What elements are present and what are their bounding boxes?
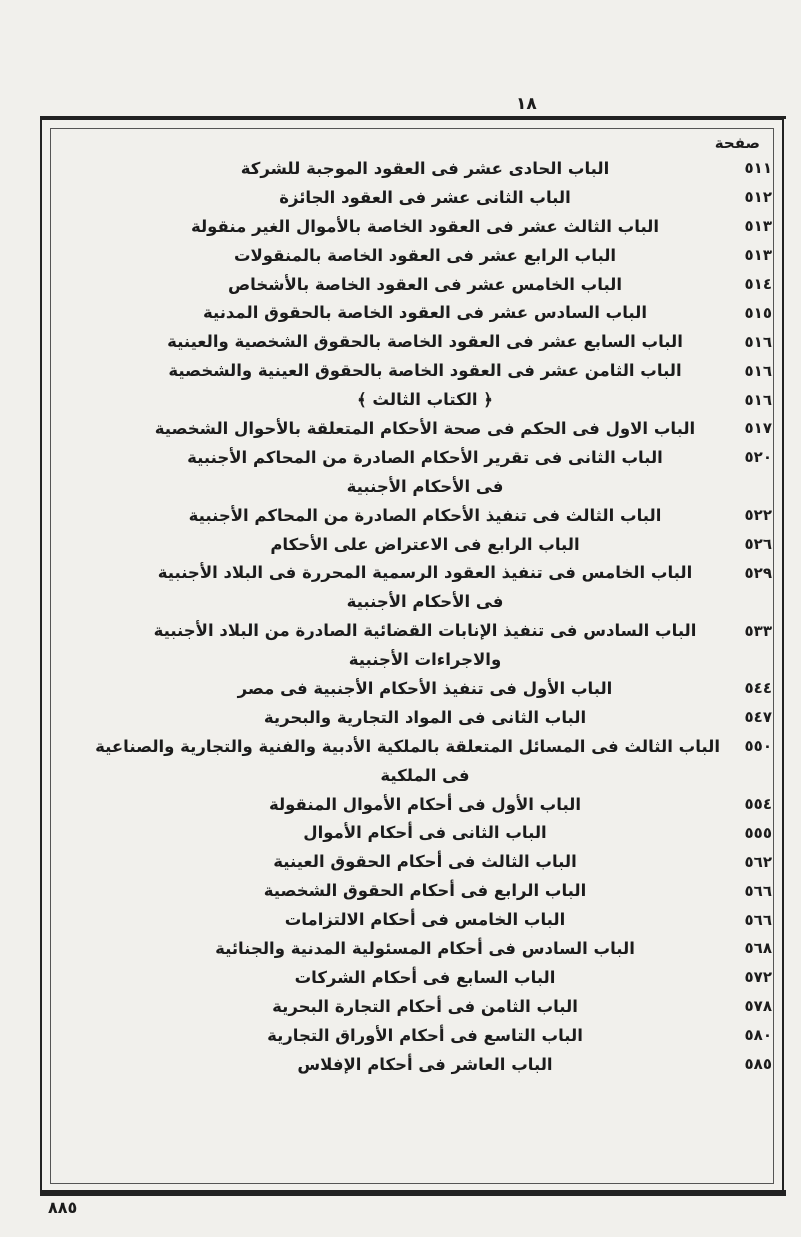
- toc-entry-text: الباب الثالث عشر فى العقود الخاصة بالأموال الغير منقولة: [190, 216, 660, 236]
- toc-page-number: ٥١٦: [744, 361, 772, 380]
- toc-page-number: ٥٢٠: [744, 448, 772, 467]
- toc-page-number: ٥١٦: [744, 390, 772, 409]
- toc-page-number: ٥٨٠: [744, 1026, 772, 1045]
- toc-page-number: ٥٧٨: [744, 997, 772, 1016]
- toc-row: [60, 212, 772, 241]
- toc-page-number: ٥٥٠: [744, 737, 772, 756]
- toc-row: [60, 587, 772, 616]
- page-number: ١٨: [516, 94, 537, 114]
- toc-page-number: ٥١١: [744, 159, 772, 178]
- toc-row: [60, 385, 772, 414]
- toc-row: [60, 674, 772, 703]
- toc-page-number: ٥١٣: [744, 246, 772, 265]
- toc-row: [60, 241, 772, 270]
- toc-entry-text: الباب الثانى فى المواد التجارية والبحرية: [263, 707, 587, 727]
- toc-entry-text: الباب الرابع فى أحكام الحقوق الشخصية: [263, 881, 587, 901]
- toc-row: [60, 616, 772, 645]
- toc-entry-text: الباب الحادى عشر فى العقود الموجبة للشركة: [240, 158, 610, 178]
- toc-page-number: ٥٧٢: [744, 968, 772, 987]
- page-column-heading: صفحة: [714, 134, 760, 152]
- toc-row: [60, 732, 772, 761]
- toc-page-number: ٥٤٧: [744, 708, 772, 727]
- toc-entry-text: الباب الثانى فى تقرير الأحكام الصادرة من المحاكم الأجنبية: [187, 447, 663, 467]
- toc-page-number: ٥١٥: [744, 303, 772, 322]
- toc-row: [60, 847, 772, 876]
- toc-row: [60, 645, 772, 674]
- toc-entry-text: الباب الثانى عشر فى العقود الجائزة: [279, 187, 571, 207]
- toc-entry-text: الباب السادس عشر فى العقود الخاصة بالحقوق المدنية: [202, 303, 648, 323]
- toc-page-number: ٥٦٦: [744, 881, 772, 900]
- toc-row: [60, 183, 772, 212]
- toc-entry-text: الباب التاسع فى أحكام الأوراق التجارية: [267, 1025, 583, 1045]
- toc-page-number: ٥٢٩: [744, 563, 772, 582]
- toc-row: [60, 1021, 772, 1050]
- toc-page-number: ٥١٢: [744, 188, 772, 207]
- toc-page-number: ٥٥٥: [744, 823, 772, 842]
- toc-entry-text: الباب الرابع فى الاعتراض على الأحكام: [270, 534, 580, 554]
- toc-page-number: ٥١٣: [744, 217, 772, 236]
- toc-row: [60, 876, 772, 905]
- toc-page-number: ٥٣٣: [744, 621, 772, 640]
- toc-page-number: ٥١٤: [744, 275, 772, 293]
- toc-row: [60, 443, 772, 472]
- toc-page-number: ٥٦٦: [744, 910, 772, 929]
- toc-row: [60, 992, 772, 1021]
- toc-row: [60, 703, 772, 732]
- toc-entry-text: الباب السابع فى أحكام الشركات: [294, 967, 556, 987]
- toc-rows: [60, 154, 772, 1079]
- toc-entry-text: ﴿ الكتاب الثالث ﴾: [357, 390, 493, 410]
- toc-page-number: ٥٢٦: [744, 535, 772, 554]
- toc-entry-text: والاجراءات الأجنبية: [348, 650, 502, 670]
- toc-entry-text: الباب العاشر فى أحكام الإفلاس: [297, 1054, 553, 1074]
- toc-page-number: ٥١٦: [744, 332, 772, 351]
- toc-page-number: ٥٢٢: [744, 506, 772, 525]
- toc-entry-text: الباب الخامس فى أحكام الالتزامات: [284, 910, 566, 930]
- toc-row: [60, 1050, 772, 1079]
- toc-entry-text: الباب السادس فى أحكام المسئولية المدنية والجنائية: [215, 938, 635, 958]
- toc-entry-text: الباب الاول فى الحكم فى صحة الأحكام المتعلقة بالأحوال الشخصية: [154, 418, 696, 438]
- toc-page-number: ٥٥٤: [744, 795, 772, 814]
- toc-entry-text: فى الأحكام الأجنبية: [346, 476, 504, 496]
- toc-entry-text: الباب الرابع عشر فى العقود الخاصة بالمنقولات: [233, 245, 617, 265]
- toc-entry-text: الباب الثالث فى أحكام الحقوق العينية: [273, 852, 577, 872]
- toc-row: [60, 327, 772, 356]
- toc-row: [60, 761, 772, 790]
- toc-row: [60, 501, 772, 530]
- toc-page-number: ٥٦٨: [744, 939, 772, 958]
- toc-entry-text: الباب الأول فى أحكام الأموال المنقولة: [268, 794, 582, 814]
- toc-page-number: ٥٦٢: [744, 852, 772, 871]
- toc-page-number: ٥٤٤: [744, 679, 772, 698]
- toc-entry-text: الباب الخامس فى تنفيذ العقود الرسمية المحررة فى البلاد الأجنبية: [157, 563, 693, 583]
- toc-row: [60, 905, 772, 934]
- toc-entry-text: فى الملكية: [380, 765, 470, 785]
- toc-row: [60, 270, 772, 299]
- toc-row: [60, 298, 772, 327]
- toc-row: [60, 790, 772, 819]
- toc-row: [60, 356, 772, 385]
- toc-row: [60, 963, 772, 992]
- toc-row: [60, 472, 772, 501]
- toc-row: [60, 414, 772, 443]
- toc-page-number: ٥١٧: [744, 419, 772, 438]
- toc-row: [60, 154, 772, 183]
- toc-entry-text: الباب الثامن فى أحكام التجارة البحرية: [272, 996, 578, 1016]
- toc-entry-text: الباب الأول فى تنفيذ الأحكام الأجنبية فى مصر: [237, 678, 613, 698]
- toc-entry-text: الباب الخامس عشر فى العقود الخاصة بالأشخاص: [227, 274, 623, 294]
- toc-page-number: ٥٨٥: [744, 1055, 772, 1074]
- toc-entry-text: الباب الثالث فى تنفيذ الأحكام الصادرة من المحاكم الأجنبية: [188, 505, 662, 525]
- toc-entry-text: الباب السابع عشر فى العقود الخاصة بالحقوق الشخصية والعينية: [167, 332, 683, 352]
- toc-row: [60, 818, 772, 847]
- printer-signature: ٨٨٥: [48, 1198, 78, 1217]
- bottom-rule: [40, 1190, 786, 1196]
- toc-entry-text: الباب الثانى فى أحكام الأموال: [303, 823, 547, 843]
- toc-entry-text: فى الأحكام الأجنبية: [346, 592, 504, 612]
- toc-row: [60, 530, 772, 559]
- toc-row: [60, 558, 772, 587]
- toc-entry-text: الباب السادس فى تنفيذ الإنابات القضائية الصادرة من البلاد الأجنبية: [153, 621, 697, 641]
- toc-entry-text: الباب الثالث فى المسائل المتعلقة بالملكية الأدبية والفنية والتجارية والصناعية: [95, 736, 720, 756]
- toc-row: [60, 934, 772, 963]
- toc-entry-text: الباب الثامن عشر فى العقود الخاصة بالحقوق العينية والشخصية: [168, 361, 682, 381]
